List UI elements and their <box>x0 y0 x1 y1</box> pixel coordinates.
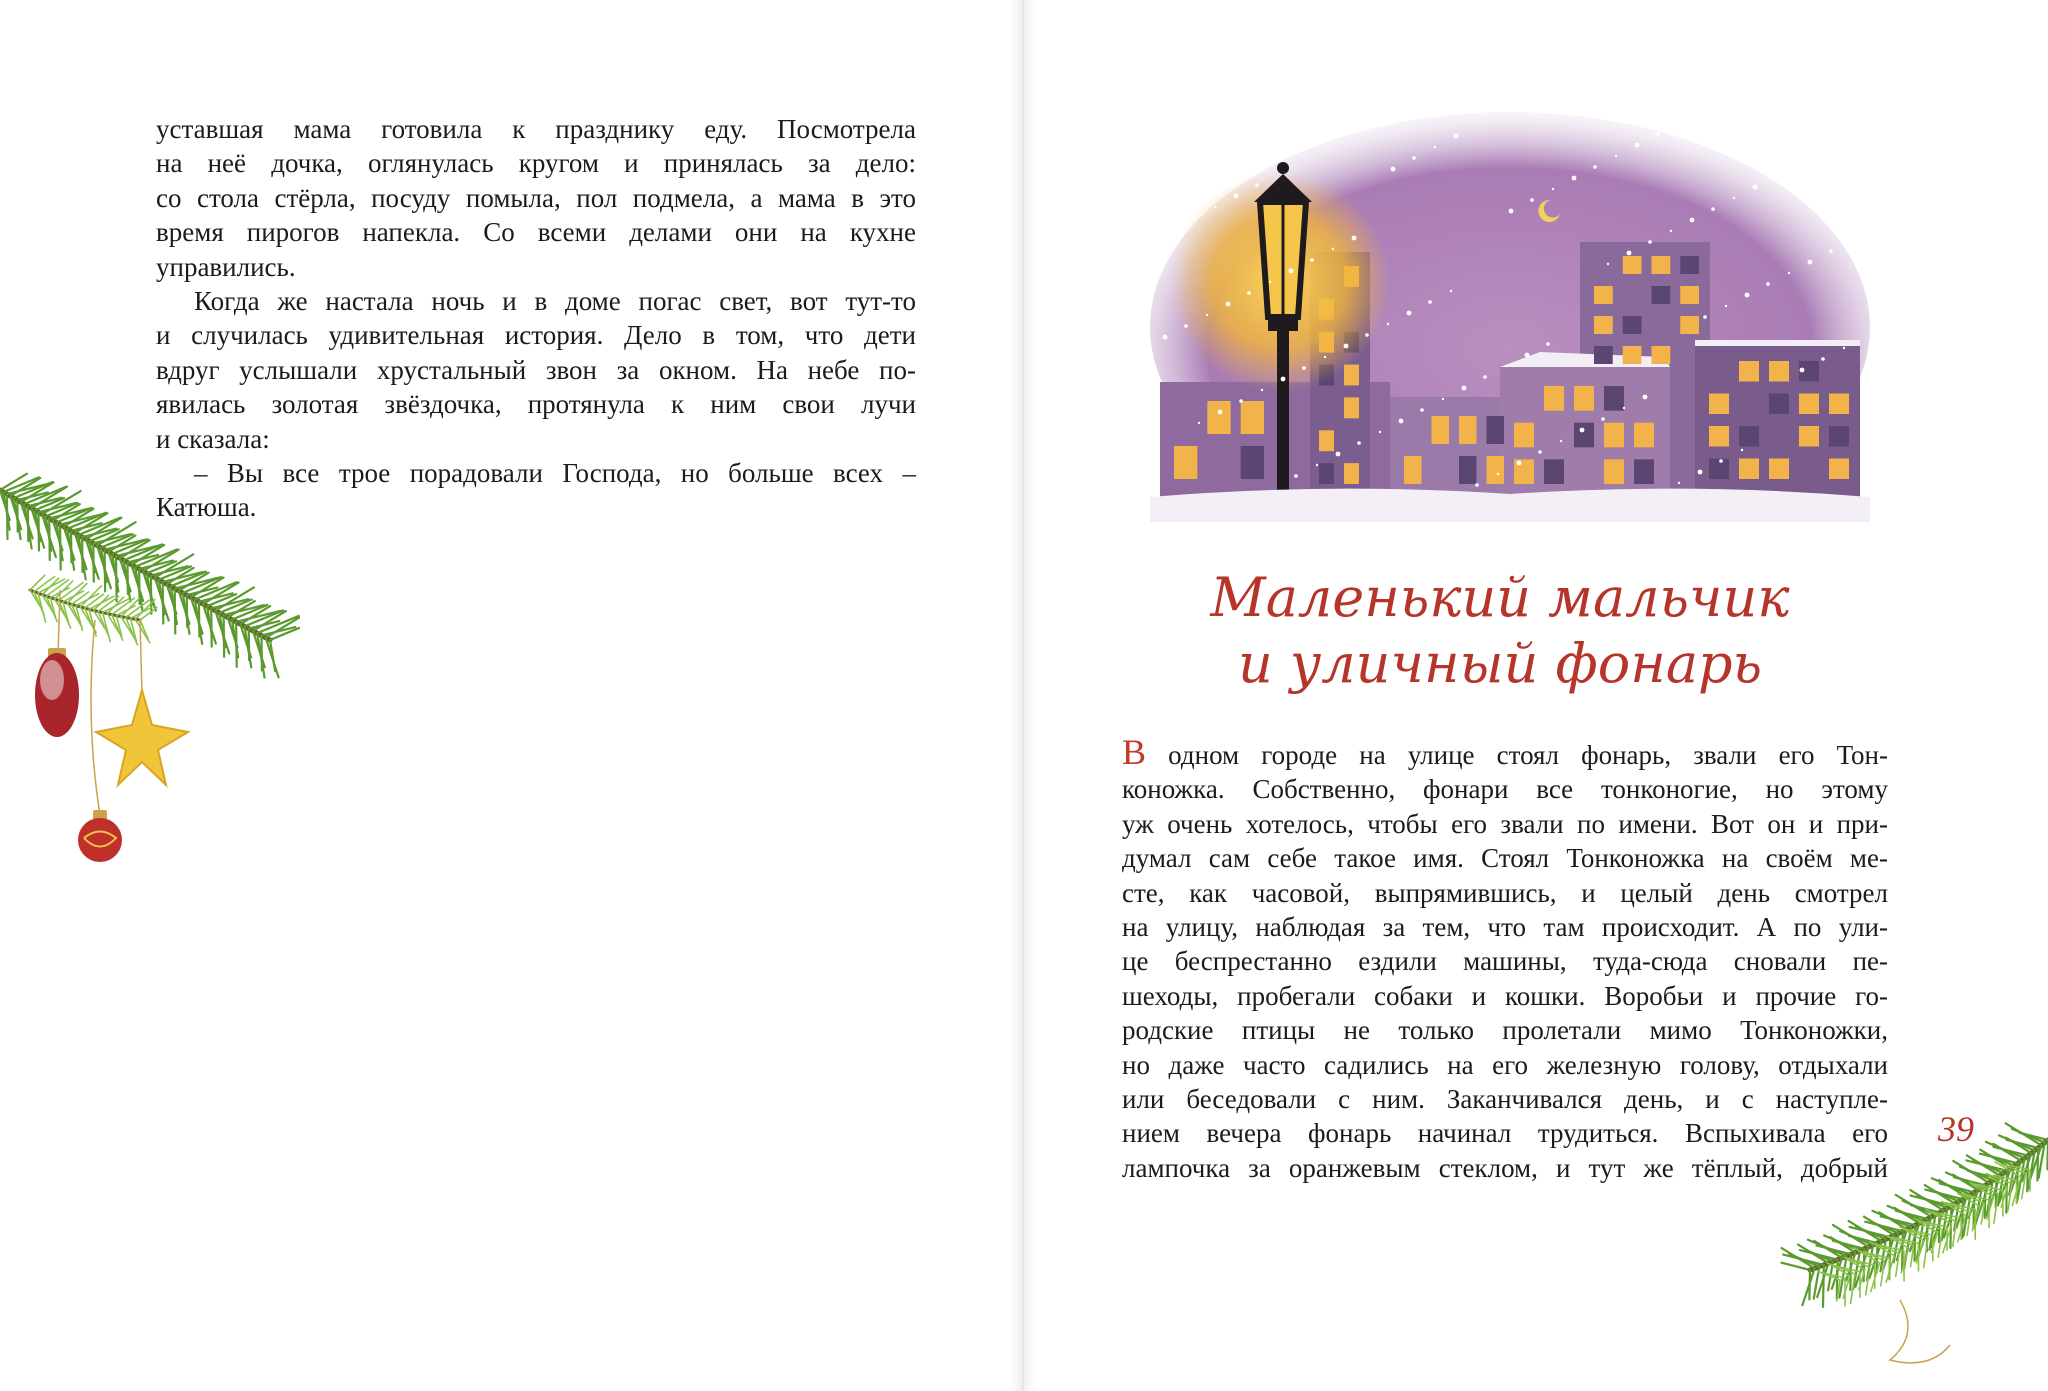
pinecone-ornament-icon <box>35 648 79 737</box>
text-line: на улицу, наблюдая за тем, что там происходит. А по ули- <box>1122 912 1888 943</box>
text-line: со стола стёрла, посуду помыла, пол подмела, а мама в это <box>156 182 916 213</box>
text-line: коножка. Собственно, фонари все тонконогие, но этому <box>1122 774 1888 805</box>
star-ornament-icon <box>96 690 188 785</box>
page-number: 39 <box>1938 1109 1974 1149</box>
text-line: на неё дочка, оглянулась кругом и принялась за дело: <box>156 148 916 179</box>
left-page-text <box>156 112 916 525</box>
text-line: явилась золотая звёздочка, протянула к ним свои лучи <box>156 389 916 420</box>
pine-branch-ornaments-illustration <box>0 470 300 890</box>
book-gutter <box>1010 0 1036 1391</box>
drop-cap: В <box>1122 732 1147 772</box>
text-line: уставшая мама готовила к празднику еду. Посмотрела <box>156 114 916 144</box>
text-line: лампочка за оранжевым стеклом, и тут же тёплый, добрый <box>1122 1152 1888 1183</box>
text-line: и случилась удивительная история. Дело в том, что дети <box>156 320 916 351</box>
text-line: и сказала: <box>156 423 270 454</box>
right-page-text <box>1122 732 1888 1185</box>
title-line: и уличный фонарь <box>1237 632 1763 695</box>
text-line: Катюша. <box>156 492 257 523</box>
text-line: В одном городе на улице стоял фонарь, звали его Тон- <box>1122 732 1888 772</box>
left-page <box>0 0 1022 1391</box>
pine-branch-illustration <box>1780 1110 2048 1391</box>
text-line: це беспрестанно ездили машины, туда-сюда сновали пе- <box>1122 946 1888 977</box>
text-line: сте, как часовой, выпрямившись, и целый день смотрел <box>1122 877 1888 908</box>
text-line: управились. <box>156 251 296 282</box>
text-line: думал сам себе такое имя. Стоял Тонконожка на своём ме- <box>1122 843 1888 874</box>
story-title <box>1150 565 1850 697</box>
text-line: или беседовали с ним. Заканчивался день, и с наступле- <box>1122 1084 1888 1115</box>
text-line: нием вечера фонарь начинал трудиться. Вспыхивала его <box>1122 1118 1888 1149</box>
text-line: вдруг услышали хрустальный звон за окном. На небе по- <box>156 354 916 385</box>
text-line: родские птицы не только пролетали мимо Тонконожки, <box>1122 1015 1888 1046</box>
text-line: время пирогов напекла. Со всеми делами они на кухне <box>156 217 916 248</box>
title-line: Маленький мальчик <box>1210 566 1790 629</box>
street-lamp-night-city-illustration <box>1150 112 1870 522</box>
ball-ornament-icon <box>78 810 122 862</box>
text-line: Когда же настала ночь и в доме погас свет, вот тут-то <box>194 286 916 317</box>
text-line: шеходы, пробегали собаки и кошки. Воробьи и прочие го- <box>1122 980 1888 1011</box>
text-line: но даже часто садились на его железную голову, отдыхали <box>1122 1049 1888 1080</box>
text-line: – Вы все трое порадовали Господа, но больше всех – <box>194 458 916 489</box>
text-line: уж очень хотелось, чтобы его звали по имени. Вот он и при- <box>1122 808 1888 839</box>
